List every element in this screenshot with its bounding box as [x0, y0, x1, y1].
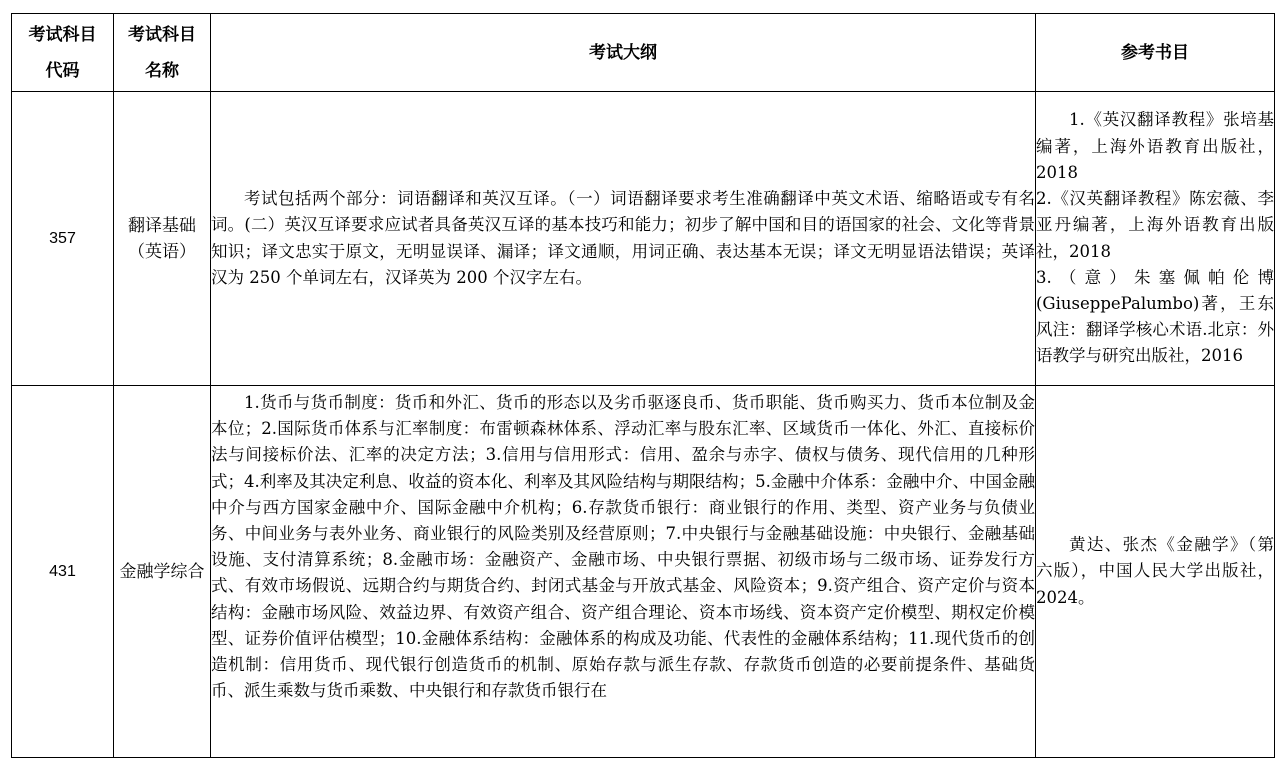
header-code-line-1: 考试科目	[28, 24, 97, 45]
subject-code: 357	[12, 92, 114, 386]
ref-item: 1.《英汉翻译教程》张培基编著，上海外语教育出版社，2018	[1036, 110, 1274, 182]
header-refs: 参考书目	[1036, 14, 1275, 92]
subject-refs	[1036, 386, 1275, 758]
header-outline: 考试大纲	[211, 14, 1036, 92]
subject-code: 431	[12, 386, 114, 758]
subject-outline	[211, 92, 1036, 386]
subject-outline	[211, 386, 1036, 758]
table-row	[12, 386, 1275, 758]
table-row	[12, 92, 1275, 386]
header-name-line-2: 名称	[145, 60, 179, 81]
subject-name: 金融学综合	[114, 386, 211, 758]
header-code	[12, 14, 114, 92]
subject-name: 翻译基础（英语）	[114, 92, 211, 386]
header-code-line-2: 代码	[45, 60, 80, 81]
header-name	[114, 14, 211, 92]
outline-text: 1.货币与货币制度：货币和外汇、货币的形态以及劣币驱逐良币、货币职能、货币购买力、货币本位制及金本位；2.国际货币体系与汇率制度：布雷顿森林体系、浮动汇率与股东汇率、区域货币一体化、外汇、直接标价法与间接标价法、汇率的决定方法；3.信用与信用形式：信用、盈余与赤字、债权与债务、现代信用的几种形式；4.利率及其决定利息、收益的资本化、利率及其风险结构与期限结构；5.金融中介体系：金融中介、中国金融中介与西方国家金融中介、国际金融中介机构；6.存款货币银行：商业银行的作用、类型、资产业务与负债业务、中间业务与表外业务、商业银行的风险类别及经营原则；7.中央银行与金融基础设施：中央银行、金融基础设施、支付清算系统；8.金融市场：金融资产、金融市场、中央银行票据、初级市场与二级市场、证券发行方式、有效市场假说、远期合约与期货合约、封闭式基金与开放式基金、风险资本；9.资产组合、资产定价与资本结构：金融市场风险、效益边界、有效资产组合、资产组合理论、资本市场线、资本资产定价模型、期权定价模型、证券价值评估模型；10.金融体系结构：金融体系的构成及功能、代表性的金融体系结构；11.现代货币的创造机制：信用货币、现代银行创造货币的机制、原始存款与派生存款、存款货币创造的必要前提条件、基础货币、派生乘数与货币乘数、中央银行和存款货币银行在	[211, 393, 1035, 701]
subject-refs	[1036, 92, 1275, 386]
outline-text: 考试包括两个部分：词语翻译和英汉互译。（一）词语翻译要求考生准确翻译中英文术语、缩略语或专有名词。(二）英汉互译要求应试者具备英汉互译的基本技巧和能力；初步了解中国和目的语国家的社会、文化等背景知识；译文忠实于原文，无明显误译、漏译；译文通顺，用词正确、表达基本无误；译文无明显语法错误；英译汉为 250 个单词左右，汉译英为 200 个汉字左右。	[211, 189, 1035, 287]
ref-item: 2.《汉英翻译教程》陈宏薇、李亚丹编著，上海外语教育出版社，2018	[1036, 189, 1274, 261]
ref-item: 黄达、张杰《金融学》（第六版），中国人民大学出版社，2024。	[1036, 535, 1274, 607]
header-row	[12, 14, 1275, 92]
ref-item: 3.（意）朱塞佩帕伦博(GiuseppePalumbo)著，王东风注：翻译学核心术语.北京：外语教学与研究出版社，2016	[1036, 267, 1274, 366]
header-name-line-1: 考试科目	[128, 24, 196, 45]
syllabus-table	[11, 13, 1275, 758]
